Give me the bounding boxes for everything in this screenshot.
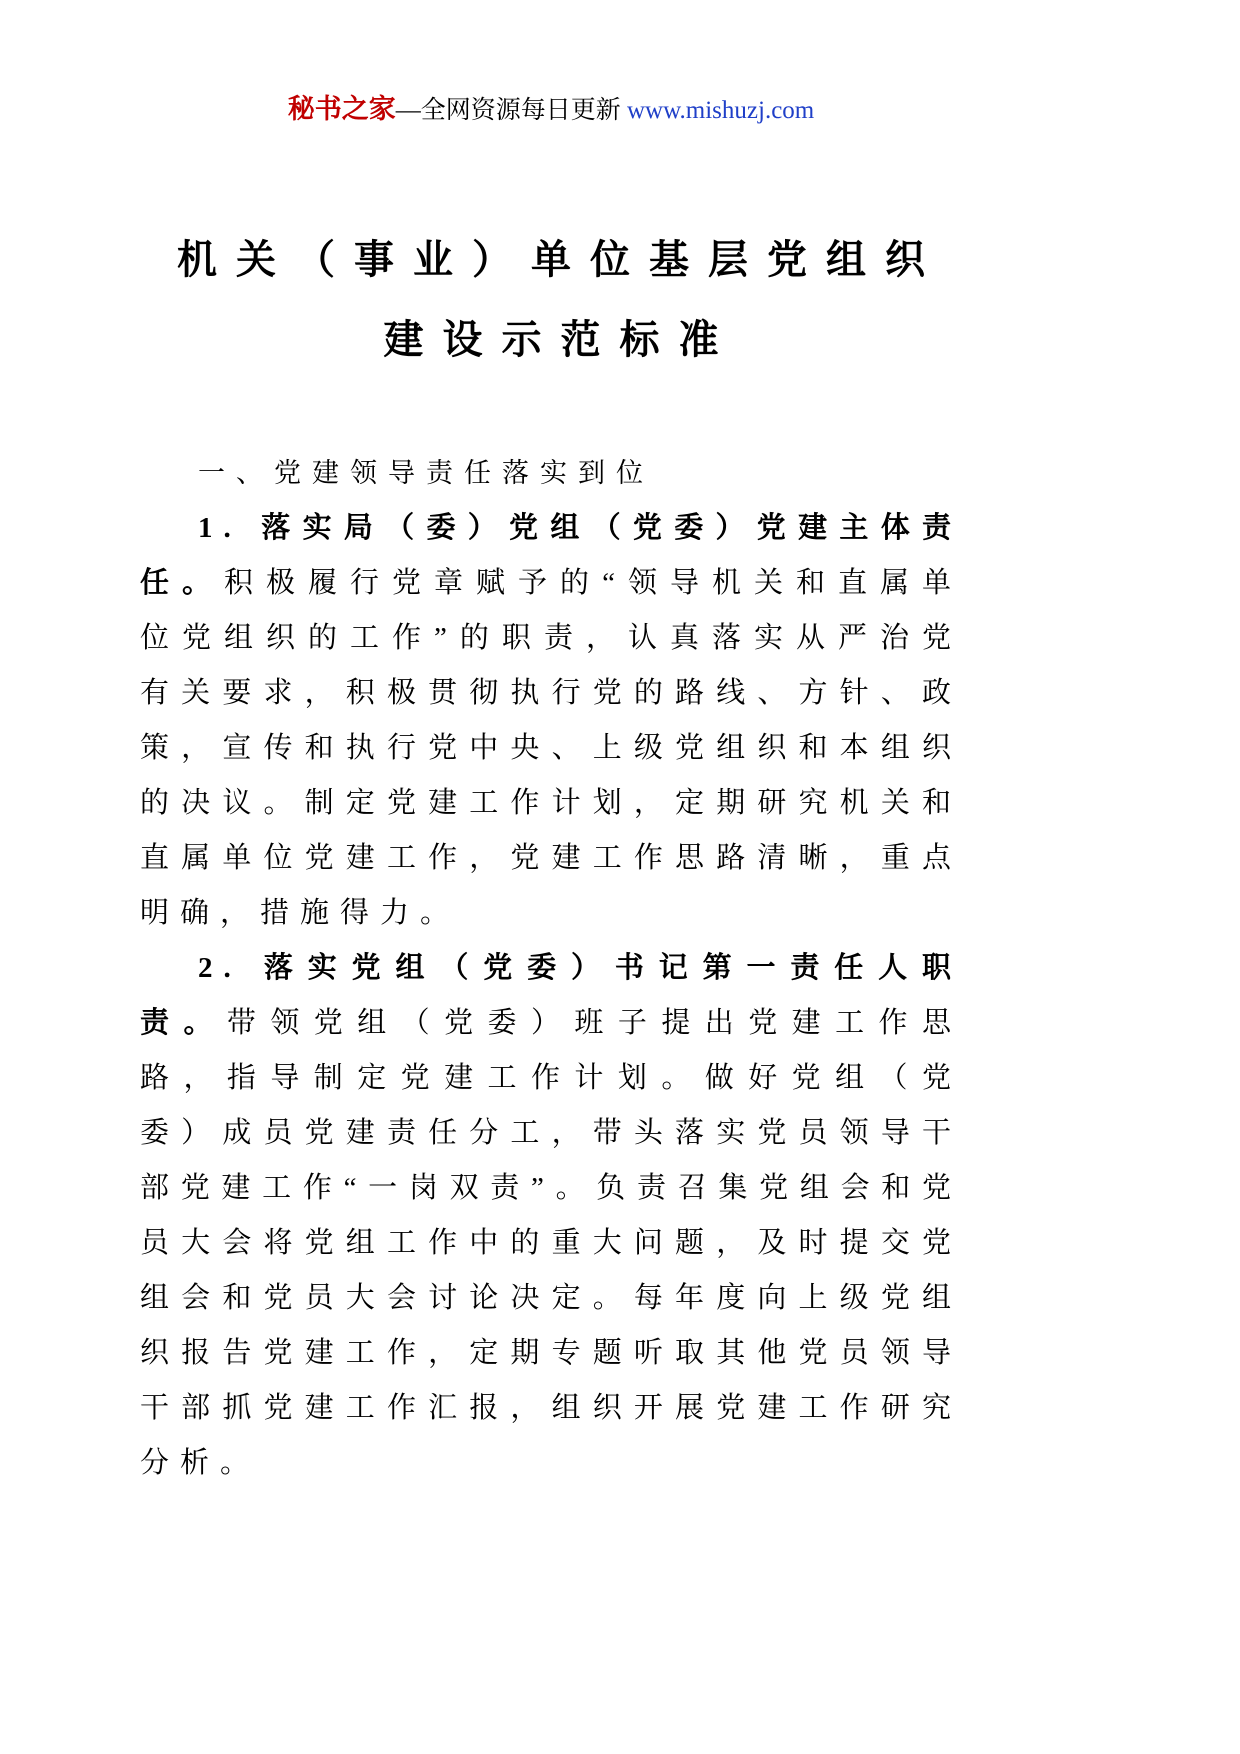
paragraph-2 (140, 941, 962, 1491)
paragraph-2-lead: 2. 落实党组（党委）书记第一责任人职责。 (140, 952, 962, 1039)
section-heading-1: 一、党建领导责任落实到位 (198, 458, 654, 488)
site-brand: 秘书之家 (287, 94, 396, 124)
document-title-line-2: 建设示范标准 (383, 317, 738, 362)
site-header (140, 92, 962, 128)
paragraph-1-lead: 1. 落实局（委）党组（党委）党建主体责任。 (140, 512, 962, 599)
document-title-line-1: 机关（事业）单位基层党组织 (177, 237, 944, 282)
document-title (140, 220, 962, 380)
document-content (140, 0, 962, 1491)
paragraph-2-body: 带领党组（党委）班子提出党建工作思路，指导制定党建工作计划。做好党组（党委）成员党建责任分工，带头落实党员领导干部党建工作“一岗双责”。负责召集党组会和党员大会将党组工作中的重大问题，及时提交党组会和党员大会讨论决定。每年度向上级党组织报告党建工作，定期专题听取其他党员领导干部抓党建工作汇报，组织开展党建工作研究分析。 (140, 1007, 962, 1479)
paragraph-1-body: 积极履行党章赋予的“领导机关和直属单位党组织的工作”的职责，认真落实从严治党有关要求，积极贯彻执行党的路线、方针、政策，宣传和执行党中央、上级党组织和本组织的决议。制定党建工作计划，定期研究机关和直属单位党建工作，党建工作思路清晰，重点明确，措施得力。 (140, 567, 962, 929)
paragraph-1 (140, 501, 962, 941)
site-url-link[interactable]: www.mishuzj.com (627, 97, 815, 124)
site-tagline: —全网资源每日更新 (395, 97, 627, 124)
